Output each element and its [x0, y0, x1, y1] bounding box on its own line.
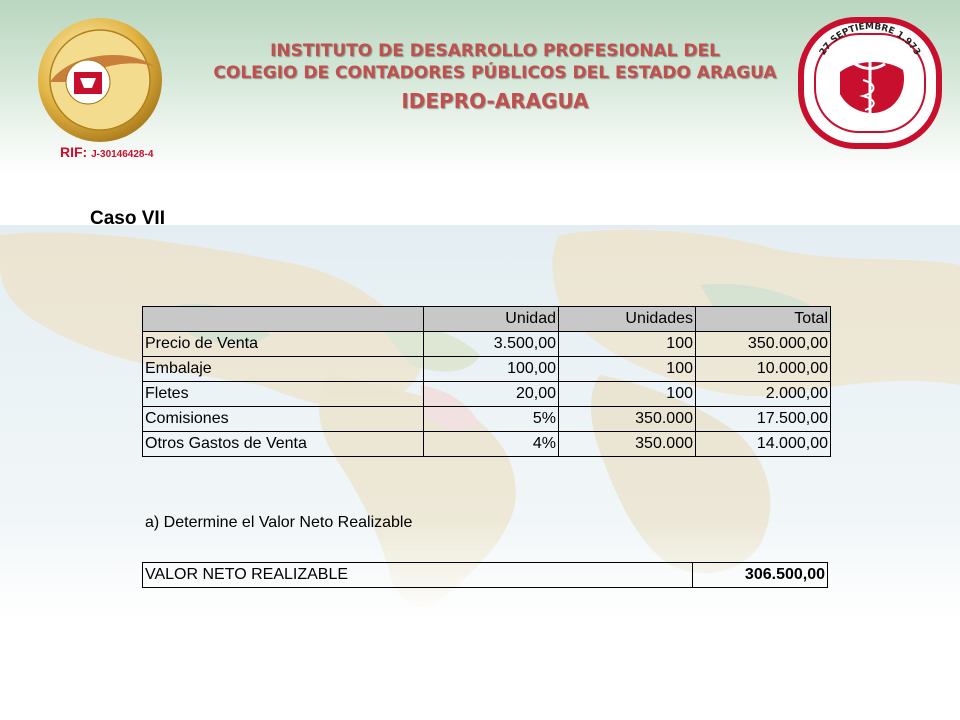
- row-label: Fletes: [143, 382, 424, 407]
- costs-table: [142, 306, 831, 457]
- table-row: [143, 432, 831, 457]
- row-label: Comisiones: [143, 407, 424, 432]
- row-label: Precio de Venta: [143, 332, 424, 357]
- header-cell-unidad: Unidad: [424, 307, 559, 332]
- table-row: [143, 332, 831, 357]
- header-cell-unidades: Unidades: [559, 307, 696, 332]
- title-line-3: IDEPRO-ARAGUA: [401, 89, 589, 113]
- row-unidades: 100: [559, 357, 696, 382]
- question-text: a) Determine el Valor Neto Realizable: [145, 514, 413, 531]
- row-unidades: 350.000: [559, 432, 696, 457]
- row-unidades: 100: [559, 382, 696, 407]
- row-label: Embalaje: [143, 357, 424, 382]
- title-line-2: COLEGIO DE CONTADORES PÚBLICOS DEL ESTADO ARAGUA: [213, 63, 777, 83]
- title-line-1: INSTITUTO DE DESARROLLO PROFESIONAL DEL: [270, 41, 720, 61]
- section-title: Caso VII: [90, 208, 165, 229]
- colegio-contadores-seal: [795, 12, 945, 152]
- rif-number: J-30146428-4: [91, 149, 154, 160]
- seal-top-text: 27 SEPTIEMBRE 1.973: [818, 21, 922, 58]
- result-table: [142, 562, 828, 588]
- rif-label: [60, 144, 153, 160]
- header-cell-total: Total: [696, 307, 831, 332]
- row-unidad: 4%: [424, 432, 559, 457]
- row-unidades: 350.000: [559, 407, 696, 432]
- table-row: [143, 357, 831, 382]
- table-row: [143, 382, 831, 407]
- row-unidades: 100: [559, 332, 696, 357]
- result-value: 306.500,00: [693, 563, 828, 588]
- row-total: 17.500,00: [696, 407, 831, 432]
- table-header-row: [143, 307, 831, 332]
- row-unidad: 5%: [424, 407, 559, 432]
- idepro-logo: [30, 12, 170, 147]
- institute-title: [190, 40, 800, 116]
- row-unidad: 20,00: [424, 382, 559, 407]
- result-label: VALOR NETO REALIZABLE: [143, 563, 693, 588]
- row-total: 2.000,00: [696, 382, 831, 407]
- row-unidad: 3.500,00: [424, 332, 559, 357]
- row-total: 350.000,00: [696, 332, 831, 357]
- table-row: [143, 407, 831, 432]
- row-total: 14.000,00: [696, 432, 831, 457]
- row-total: 10.000,00: [696, 357, 831, 382]
- row-label: Otros Gastos de Venta: [143, 432, 424, 457]
- header-cell-label: [143, 307, 424, 332]
- result-row: [143, 563, 828, 588]
- rif-prefix: RIF:: [60, 144, 88, 160]
- row-unidad: 100,00: [424, 357, 559, 382]
